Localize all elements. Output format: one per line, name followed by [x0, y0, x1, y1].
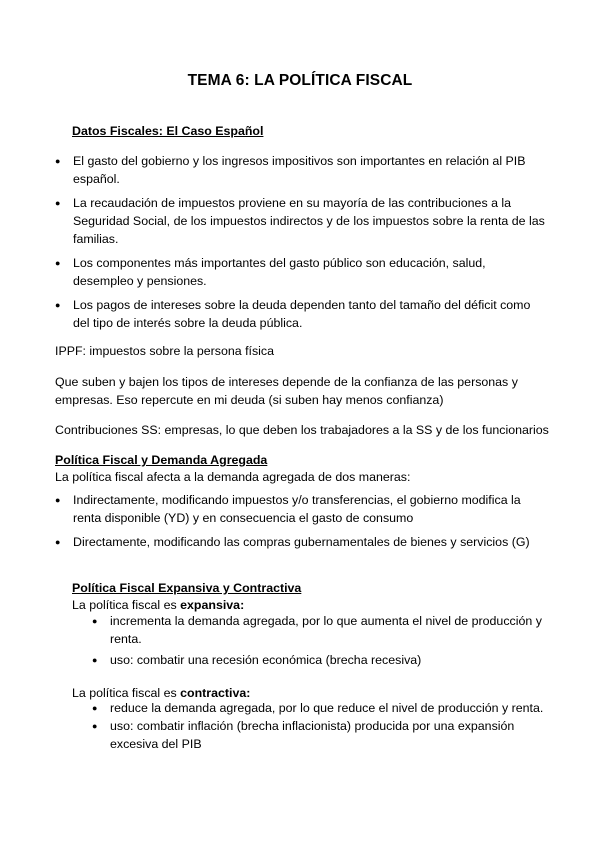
contractiva-list [92, 699, 562, 753]
list-item: ● Indirectamente, modificando impuestos y/o transferencias, el gobierno modifica la renta disponible (YD) y en consecuencia el gasto de consumo [55, 491, 545, 527]
section2-intro: La política fiscal afecta a la demanda agregada de dos maneras: [55, 470, 411, 484]
note-tipos-interes: Que suben y bajen los tipos de intereses depende de la confianza de las personas y empresas. Eso repercute en mi deuda (si suben hay menos confianza) [55, 375, 518, 407]
datos-fiscales-list [55, 152, 545, 332]
section-heading-datos-fiscales: Datos Fiscales: El Caso Español [72, 124, 264, 138]
list-item: ● Directamente, modificando las compras gubernamentales de bienes y servicios (G) [55, 533, 545, 551]
note-contribuciones: Contribuciones SS: empresas, lo que deben los trabajadores a la SS y de los funcionarios [55, 423, 549, 437]
list-item: ● uso: combatir inflación (brecha inflacionista) producida por una expansión excesiva del PIB [92, 717, 562, 753]
page-title: TEMA 6: LA POLÍTICA FISCAL [187, 72, 413, 89]
list-item: ● uso: combatir una recesión económica (brecha recesiva) [92, 651, 542, 669]
list-item: ● incrementa la demanda agregada, por lo que aumenta el nivel de producción y renta. [92, 612, 542, 648]
contractiva-term: contractiva: [180, 686, 251, 700]
list-item: ● Los pagos de intereses sobre la deuda dependen tanto del tamaño del déficit como del tipo de interés sobre la deuda pública. [55, 296, 545, 332]
expansiva-list [92, 612, 542, 669]
list-item: ● Los componentes más importantes del gasto público son educación, salud, desempleo y pensiones. [55, 254, 545, 290]
expansiva-term: expansiva: [180, 598, 245, 612]
note-ippf: IPPF: impuestos sobre la persona física [55, 344, 275, 358]
politica-demanda-list [55, 491, 545, 551]
list-item: ● El gasto del gobierno y los ingresos impositivos son importantes en relación al PIB español. [55, 152, 545, 188]
contractiva-lead-text: La política fiscal es [72, 686, 181, 700]
list-item: ● La recaudación de impuestos proviene en su mayoría de las contribuciones a la Seguridad Social, de los impuestos indirectos y de los impuestos sobre la renta de las familias. [55, 194, 545, 248]
section-heading-expansiva-contractiva: Política Fiscal Expansiva y Contractiva [72, 581, 302, 595]
expansiva-lead-text: La política fiscal es [72, 598, 181, 612]
section-heading-politica-demanda: Política Fiscal y Demanda Agregada [55, 453, 268, 467]
list-item: ● reduce la demanda agregada, por lo que reduce el nivel de producción y renta. [92, 699, 562, 717]
